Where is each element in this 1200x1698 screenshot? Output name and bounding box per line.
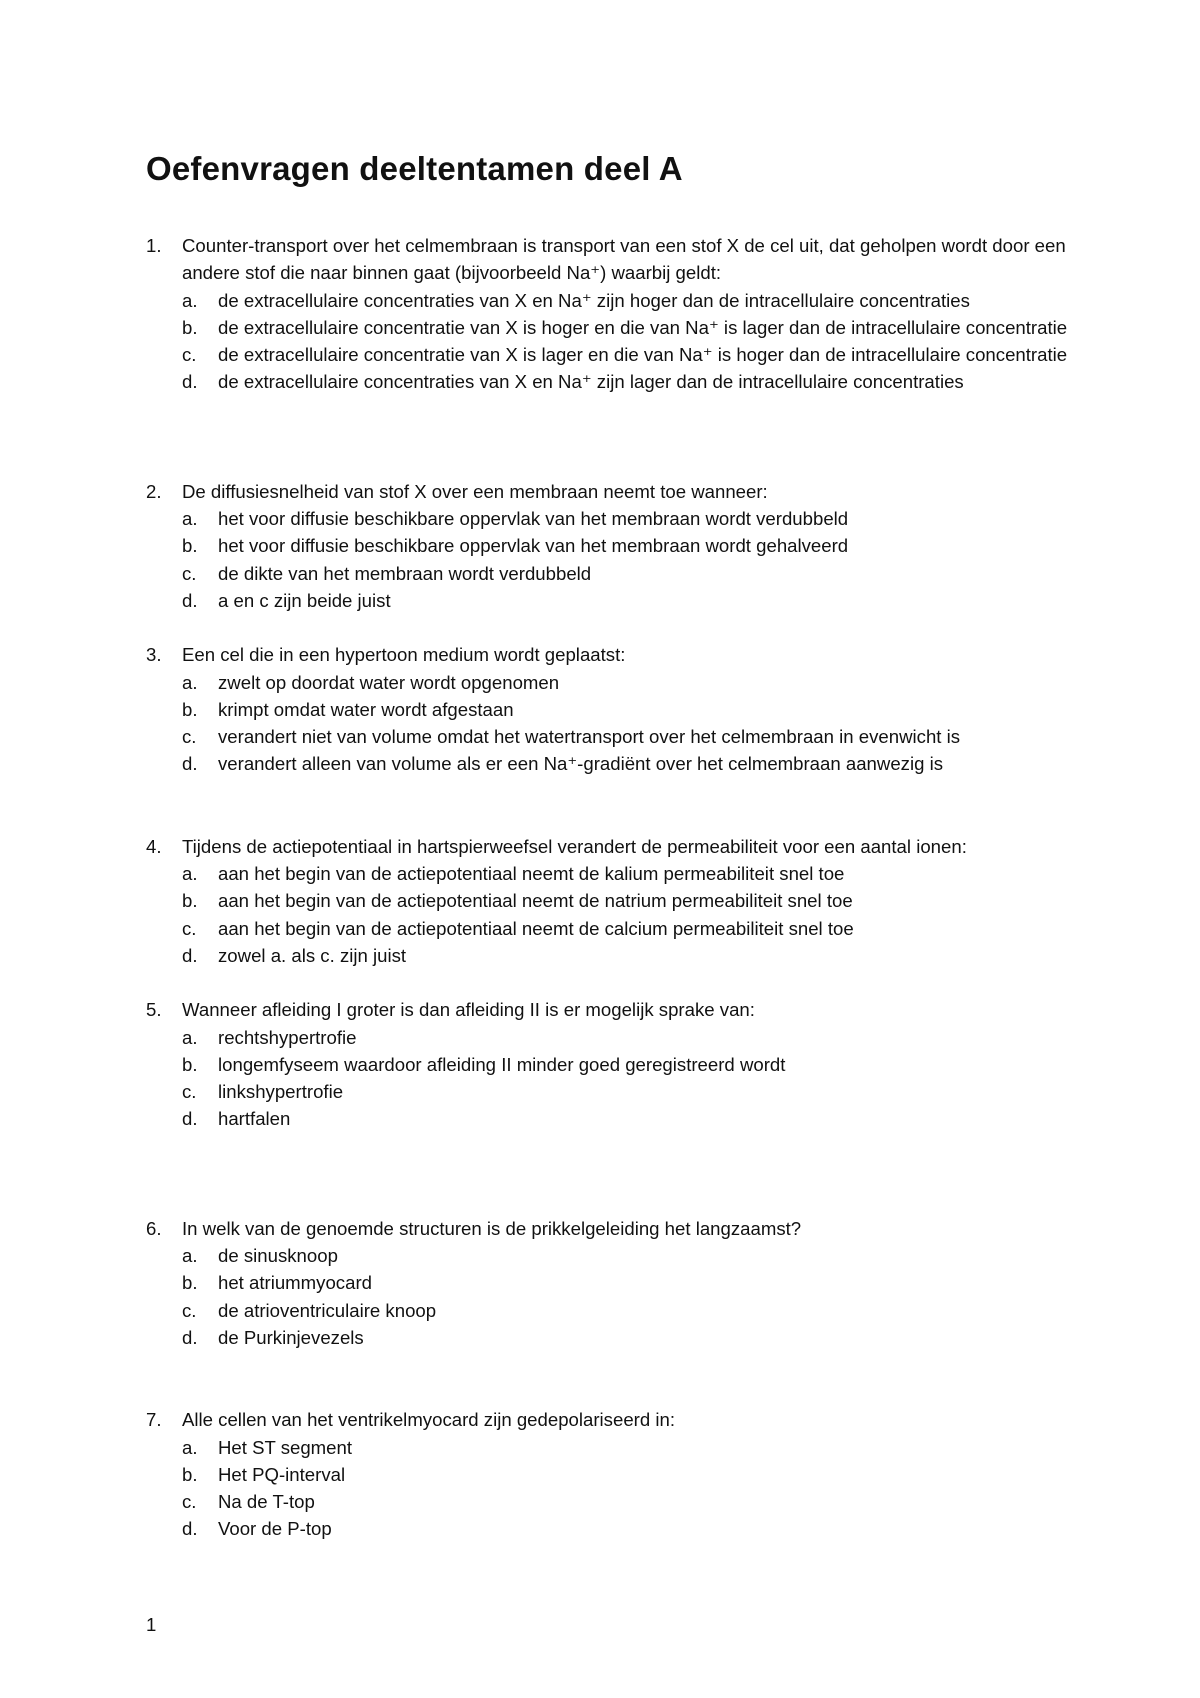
- option-c: [182, 723, 1080, 750]
- option-list: [182, 505, 1080, 614]
- option-letter: c.: [182, 562, 197, 584]
- option-list: [182, 1024, 1080, 1133]
- option-letter: c.: [182, 1081, 197, 1103]
- option-b: [182, 887, 1080, 914]
- option-d: [182, 368, 1080, 395]
- question-7: [146, 1406, 1080, 1542]
- option-c: [182, 1297, 1080, 1324]
- option-text: Het ST segment: [218, 1436, 353, 1458]
- option-text: het voor diffusie beschikbare oppervlak van het membraan wordt verdubbeld: [218, 508, 849, 530]
- option-letter: d.: [182, 944, 198, 966]
- question-text: Wanneer afleiding I groter is dan afleiding II is er mogelijk sprake van:: [182, 999, 755, 1021]
- option-letter: a.: [182, 1245, 198, 1267]
- option-letter: c.: [182, 726, 197, 748]
- option-text: het atriummyocard: [218, 1272, 372, 1294]
- option-text: de extracellulaire concentratie van X is lager en die van Na⁺ is hoger dan de intracellulaire concentratie: [218, 344, 1068, 366]
- option-text: zwelt op doordat water wordt opgenomen: [218, 671, 560, 693]
- option-letter: a.: [182, 508, 198, 530]
- option-letter: b.: [182, 1053, 198, 1075]
- option-text: het voor diffusie beschikbare oppervlak van het membraan wordt gehalveerd: [218, 535, 849, 557]
- question-number: 6.: [146, 1217, 162, 1239]
- option-b: [182, 1461, 1080, 1488]
- option-c: [182, 1488, 1080, 1515]
- option-list: [182, 669, 1080, 778]
- option-b: [182, 314, 1080, 341]
- option-text: Na de T-top: [218, 1491, 315, 1513]
- option-c: [182, 1078, 1080, 1105]
- question-text: De diffusiesnelheid van stof X over een membraan neemt toe wanneer:: [182, 480, 768, 502]
- question-1: [146, 232, 1080, 396]
- option-text: hartfalen: [218, 1108, 291, 1130]
- option-a: [182, 505, 1080, 532]
- option-text: de extracellulaire concentraties van X en Na⁺ zijn lager dan de intracellulaire concentraties: [218, 371, 964, 393]
- option-d: [182, 942, 1080, 969]
- option-text: longemfyseem waardoor afleiding II minder goed geregistreerd wordt: [218, 1053, 786, 1075]
- question-2: [146, 478, 1080, 614]
- option-letter: a.: [182, 863, 198, 885]
- option-letter: b.: [182, 1272, 198, 1294]
- option-b: [182, 532, 1080, 559]
- option-letter: d.: [182, 753, 198, 775]
- question-text: Tijdens de actiepotentiaal in hartspierweefsel verandert de permeabiliteit voor een aantal ionen:: [182, 835, 967, 857]
- question-5: [146, 996, 1080, 1132]
- option-b: [182, 696, 1080, 723]
- option-letter: c.: [182, 344, 197, 366]
- option-list: [182, 860, 1080, 969]
- option-text: verandert alleen van volume als er een Na⁺-gradiënt over het celmembraan aanwezig is: [218, 753, 944, 775]
- option-letter: b.: [182, 890, 198, 912]
- option-text: de extracellulaire concentraties van X en Na⁺ zijn hoger dan de intracellulaire concentraties: [218, 289, 970, 311]
- question-text: Alle cellen van het ventrikelmyocard zijn gedepolariseerd in:: [182, 1409, 675, 1431]
- option-text: a en c zijn beide juist: [218, 589, 391, 611]
- option-letter: b.: [182, 535, 198, 557]
- option-letter: d.: [182, 1518, 198, 1540]
- option-text: de atrioventriculaire knoop: [218, 1299, 437, 1321]
- option-text: verandert niet van volume omdat het watertransport over het celmembraan in evenwicht is: [218, 726, 961, 748]
- option-text: de extracellulaire concentratie van X is hoger en die van Na⁺ is lager dan de intracellulaire concentratie: [218, 316, 1068, 338]
- option-d: [182, 1515, 1080, 1542]
- option-a: [182, 669, 1080, 696]
- option-letter: a.: [182, 1026, 198, 1048]
- question-number: 2.: [146, 480, 162, 502]
- question-list: [146, 232, 1080, 1543]
- option-text: aan het begin van de actiepotentiaal neemt de natrium permeabiliteit snel toe: [218, 890, 853, 912]
- option-text: krimpt omdat water wordt afgestaan: [218, 698, 514, 720]
- option-a: [182, 1434, 1080, 1461]
- option-c: [182, 915, 1080, 942]
- option-b: [182, 1269, 1080, 1296]
- option-a: [182, 860, 1080, 887]
- question-number: 3.: [146, 644, 162, 666]
- option-letter: d.: [182, 1326, 198, 1348]
- option-text: Het PQ-interval: [218, 1463, 346, 1485]
- option-text: zowel a. als c. zijn juist: [218, 944, 407, 966]
- option-list: [182, 1434, 1080, 1543]
- option-list: [182, 287, 1080, 396]
- question-number: 7.: [146, 1409, 162, 1431]
- option-c: [182, 341, 1080, 368]
- option-d: [182, 1324, 1080, 1351]
- option-text: aan het begin van de actiepotentiaal neemt de calcium permeabiliteit snel toe: [218, 917, 854, 939]
- option-letter: a.: [182, 1436, 198, 1458]
- option-a: [182, 1024, 1080, 1051]
- option-a: [182, 1242, 1080, 1269]
- document-title: Oefenvragen deeltentamen deel A: [146, 150, 683, 187]
- question-text: Counter-transport over het celmembraan is transport van een stof X de cel uit, dat geholpen wordt door een andere stof die naar binnen gaat (bijvoorbeeld Na⁺) waarbij geldt:: [182, 235, 1066, 284]
- option-letter: a.: [182, 289, 198, 311]
- question-6: [146, 1215, 1080, 1351]
- option-text: de sinusknoop: [218, 1245, 338, 1267]
- option-d: [182, 750, 1080, 777]
- option-text: rechtshypertrofie: [218, 1026, 357, 1048]
- question-3: [146, 641, 1080, 777]
- option-letter: b.: [182, 698, 198, 720]
- question-text: Een cel die in een hypertoon medium wordt geplaatst:: [182, 644, 626, 666]
- option-d: [182, 1105, 1080, 1132]
- option-letter: c.: [182, 1491, 197, 1513]
- page-number: 1: [146, 1614, 157, 1635]
- option-letter: d.: [182, 371, 198, 393]
- option-text: aan het begin van de actiepotentiaal neemt de kalium permeabiliteit snel toe: [218, 863, 845, 885]
- option-letter: a.: [182, 671, 198, 693]
- option-letter: c.: [182, 1299, 197, 1321]
- question-text: In welk van de genoemde structuren is de prikkelgeleiding het langzaamst?: [182, 1217, 802, 1239]
- option-letter: d.: [182, 1108, 198, 1130]
- option-letter: b.: [182, 316, 198, 338]
- option-b: [182, 1051, 1080, 1078]
- option-text: de Purkinjevezels: [218, 1326, 364, 1348]
- question-4: [146, 833, 1080, 969]
- option-a: [182, 287, 1080, 314]
- option-text: Voor de P-top: [218, 1518, 332, 1540]
- option-c: [182, 560, 1080, 587]
- question-number: 4.: [146, 835, 162, 857]
- question-number: 5.: [146, 999, 162, 1021]
- option-letter: d.: [182, 589, 198, 611]
- option-letter: b.: [182, 1463, 198, 1485]
- option-letter: c.: [182, 917, 197, 939]
- option-text: de dikte van het membraan wordt verdubbeld: [218, 562, 592, 584]
- question-number: 1.: [146, 235, 162, 256]
- option-list: [182, 1242, 1080, 1351]
- option-text: linkshypertrofie: [218, 1081, 344, 1103]
- option-d: [182, 587, 1080, 614]
